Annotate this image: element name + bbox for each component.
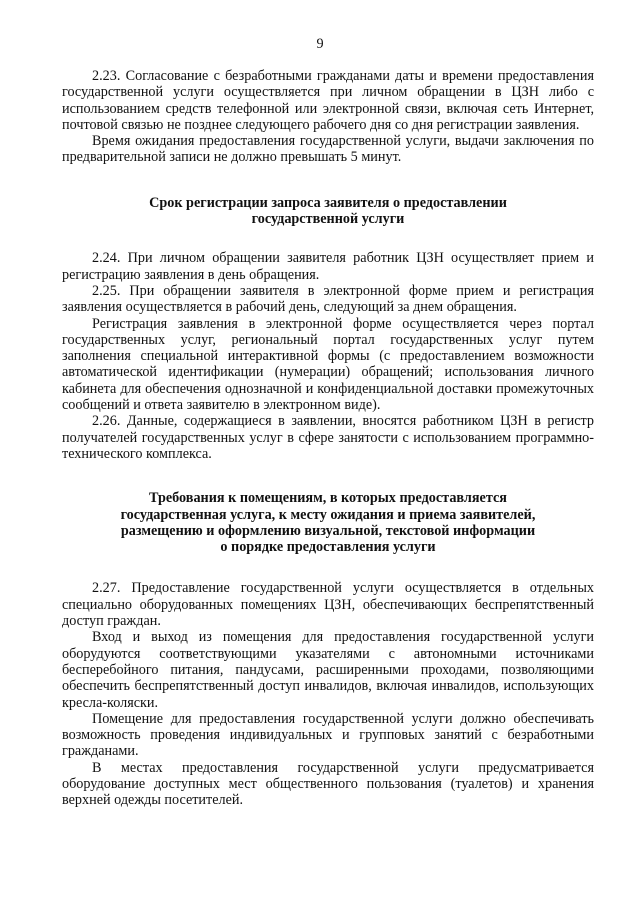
page-content (62, 68, 594, 809)
paragraph-2-26: 2.26. Данные, содержащиеся в заявлении, вносятся работником ЦЗН в регистр получателей государственных услуг в сфере занятости с использованием программно-технического комплекса. (62, 413, 594, 462)
heading-line: Срок регистрации запроса заявителя о предоставлении (149, 194, 507, 211)
heading-line: размещению и оформлению визуальной, текстовой информации (120, 522, 536, 539)
heading-premises-requirements (62, 490, 594, 555)
heading-line: государственной услуги (251, 211, 405, 228)
page-number: 9 (316, 36, 324, 52)
paragraph-2-25: 2.25. При обращении заявителя в электронной форме прием и регистрация заявления осуществляется в рабочий день, следующий за днем обращения. (62, 282, 594, 316)
heading-line: государственная услуга, к месту ожидания и приема заявителей, (120, 506, 536, 523)
paragraph-portal-registration: Регистрация заявления в электронной форме осуществляется через портал государственных услуг, региональный портал государственных услуг путем заполнения специальной интерактивной формы (с предоставлением возможности автоматической идентификации (нумерации) обращений; использования личного кабинета для обеспечения однозначной и конфиденциальной доставки промежуточных сообщений и ответа заявителю в электронном виде). (62, 315, 594, 414)
paragraph-2-23: 2.23. Согласование с безработными гражданами даты и времени предоставления государственной услуги осуществляется при личном обращении в ЦЗН либо с использованием средств телефонной или электронной связи, включая сеть Интернет, почтовой связью не позднее следующего рабочего дня со дня регистрации заявления. (62, 68, 594, 133)
heading-line: о порядке предоставления услуги (220, 539, 436, 556)
paragraph-room-requirements: Помещение для предоставления государственной услуги должно обеспечивать возможность проведения индивидуальных и групповых занятий с безработными гражданами. (62, 710, 594, 760)
paragraph-public-places: В местах предоставления государственной услуги предусматривается оборудование доступных мест общественного пользования (туалетов) и хранения верхней одежды посетителей. (62, 759, 594, 809)
paragraph-entrance-exit: Вход и выход из помещения для предоставления государственной услуги оборудуются соответствующими указателями с автономными источниками бесперебойного питания, пандусами, расширенными проходами, позволяющими обеспечить беспрепятственный доступ инвалидов, включая инвалидов, использующих кресла-коляски. (62, 629, 594, 711)
paragraph-2-24: 2.24. При личном обращении заявителя работник ЦЗН осуществляет прием и регистрацию заявления в день обращения. (62, 250, 594, 283)
heading-line: Требования к помещениям, в которых предоставляется (149, 490, 507, 507)
heading-registration-deadline (62, 195, 594, 228)
paragraph-waiting-time: Время ожидания предоставления государственной услуги, выдачи заключения по предварительной записи не должно превышать 5 минут. (62, 133, 594, 166)
paragraph-2-27: 2.27. Предоставление государственной услуги осуществляется в отдельных специально оборудованных помещениях ЦЗН, обеспечивающих беспрепятственный доступ граждан. (62, 580, 594, 630)
